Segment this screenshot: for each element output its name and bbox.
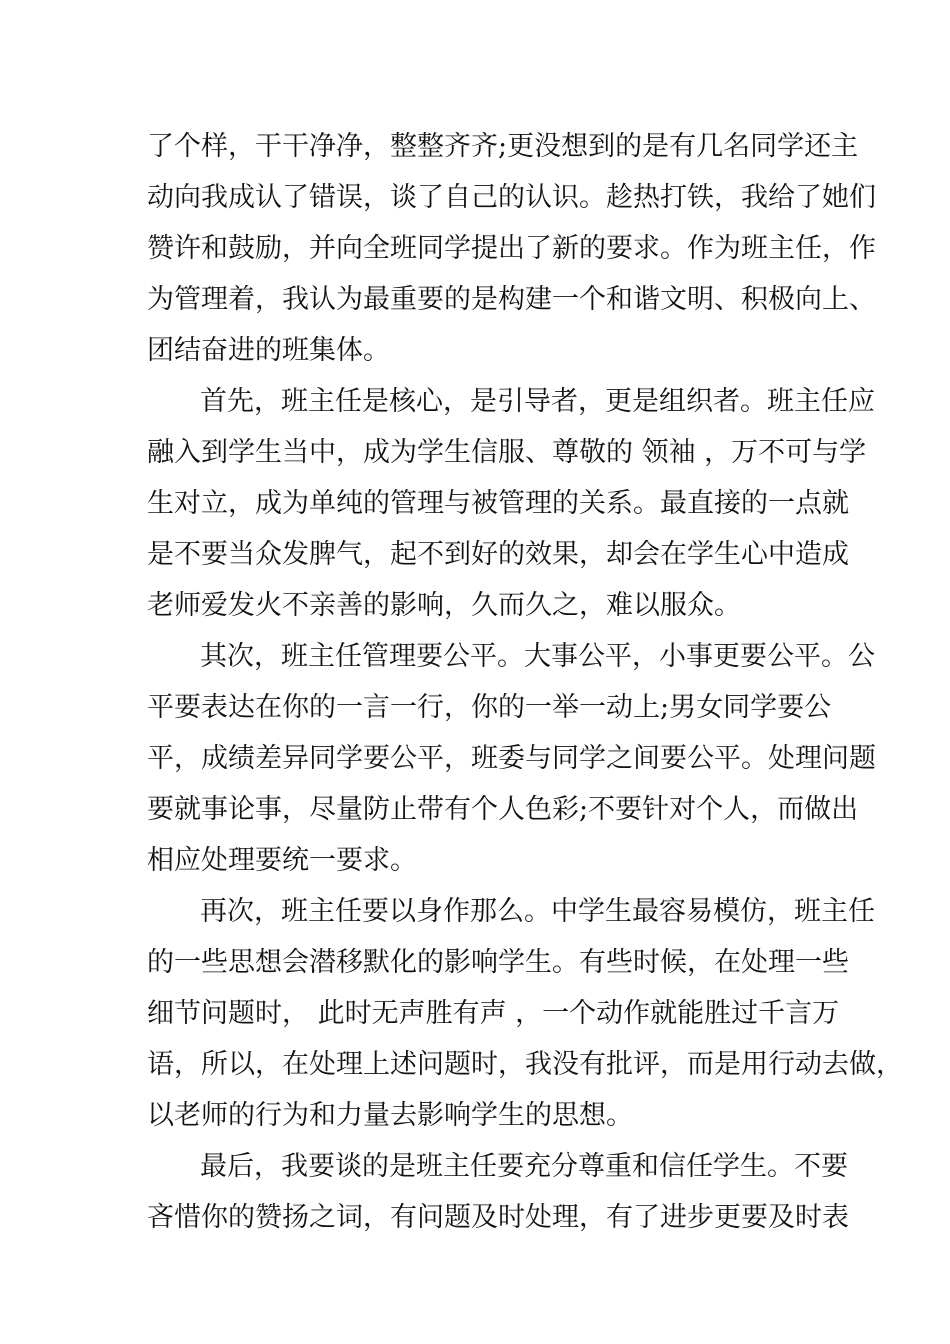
- text-line: 细节问题时， 此时无声胜有声 ，一个动作就能胜过千言万: [147, 998, 840, 1029]
- text-line: 吝惜你的赞扬之词，有问题及时处理，有了进步更要及时表: [147, 1202, 849, 1233]
- text-line: 相应处理要统一要求。: [147, 845, 417, 876]
- paragraph-first-line: 其次，班主任管理要公平。大事公平，小事更要公平。公: [200, 641, 875, 672]
- text-line: 动向我成认了错误，谈了自己的认识。趁热打铁，我给了她们: [147, 182, 876, 213]
- text-line: 平，成绩差异同学要公平，班委与同学之间要公平。处理问题: [147, 743, 876, 774]
- text-line: 融入到学生当中，成为学生信服、尊敬的 领袖 ，万不可与学: [147, 437, 867, 468]
- paragraph-first-line: 再次，班主任要以身作那么。中学生最容易模仿，班主任: [200, 896, 875, 927]
- text-line: 赞许和鼓励，并向全班同学提出了新的要求。作为班主任，作: [147, 233, 876, 264]
- text-line: 以老师的行为和力量去影响学生的思想。: [147, 1100, 633, 1131]
- text-line: 了个样，干干净净，整整齐齐;更没想到的是有几名同学还主: [147, 131, 859, 162]
- text-line: 是不要当众发脾气，起不到好的效果，却会在学生心中造成: [147, 539, 849, 570]
- text-line: 老师爱发火不亲善的影响，久而久之，难以服众。: [147, 590, 741, 621]
- paragraph-first-line: 最后，我要谈的是班主任要充分尊重和信任学生。不要: [200, 1151, 848, 1182]
- text-line: 平要表达在你的一言一行，你的一举一动上;男女同学要公: [147, 692, 832, 723]
- text-line: 的一些思想会潜移默化的影响学生。有些时候，在处理一些: [147, 947, 849, 978]
- text-line: 团结奋进的班集体。: [147, 335, 390, 366]
- text-line: 要就事论事，尽量防止带有个人色彩;不要针对个人，而做出: [147, 794, 859, 825]
- text-line: 生对立，成为单纯的管理与被管理的关系。最直接的一点就: [147, 488, 849, 519]
- text-line: 语，所以，在处理上述问题时，我没有批评，而是用行动去做，: [147, 1049, 903, 1080]
- text-line: 为管理着，我认为最重要的是构建一个和谐文明、积极向上、: [147, 284, 876, 315]
- paragraph-first-line: 首先，班主任是核心，是引导者，更是组织者。班主任应: [200, 386, 875, 417]
